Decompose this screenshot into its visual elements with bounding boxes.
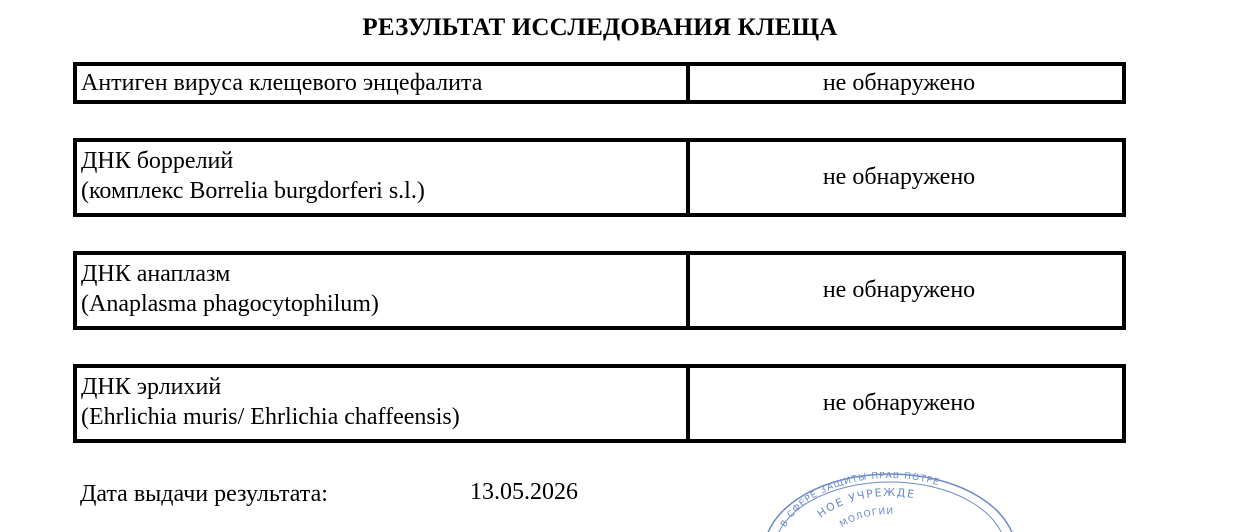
test-name-line1: ДНК боррелий xyxy=(81,148,234,174)
issue-date-label: Дата выдачи результата: xyxy=(80,481,328,507)
test-name-line1: ДНК эрлихий xyxy=(81,374,222,400)
result-row-anaplasma xyxy=(73,251,1126,330)
stamp-text-line2: НОЕ УЧРЕЖДЕ xyxy=(814,485,917,521)
svg-text:МОЛОГИИ xyxy=(838,507,894,530)
test-name-line2: (Anaplasma phagocytophilum) xyxy=(81,291,379,317)
stamp-text-line1: В СФЕРЕ ЗАЩИТЫ ПРАВ ПОТРЕ xyxy=(779,472,941,530)
result-row-ehrlichia xyxy=(73,364,1126,443)
test-name-line1: Антиген вируса клещевого энцефалита xyxy=(81,70,483,96)
page-title: РЕЗУЛЬТАТ ИССЛЕДОВАНИЯ КЛЕЩА xyxy=(362,14,838,41)
issue-date-value: 13.05.2026 xyxy=(470,479,578,505)
result-row-borrelia xyxy=(73,138,1126,217)
test-name-line2: (комплекс Borrelia burgdorferi s.l.) xyxy=(81,178,425,204)
test-name xyxy=(77,66,690,100)
test-name xyxy=(77,255,690,326)
test-name xyxy=(77,142,690,213)
test-result: не обнаружено xyxy=(822,69,976,96)
test-result: не обнаружено xyxy=(822,390,976,416)
test-result: не обнаружено xyxy=(822,164,976,190)
official-stamp xyxy=(760,472,1020,532)
test-name-line2: (Ehrlichia muris/ Ehrlichia chaffeensis) xyxy=(81,404,460,430)
test-name-line1: ДНК анаплазм xyxy=(81,261,231,287)
test-name xyxy=(77,368,690,439)
test-result: не обнаружено xyxy=(822,277,976,303)
result-row-tbe-antigen xyxy=(73,62,1126,104)
stamp-text-line3: МОЛОГИИ xyxy=(838,506,895,530)
